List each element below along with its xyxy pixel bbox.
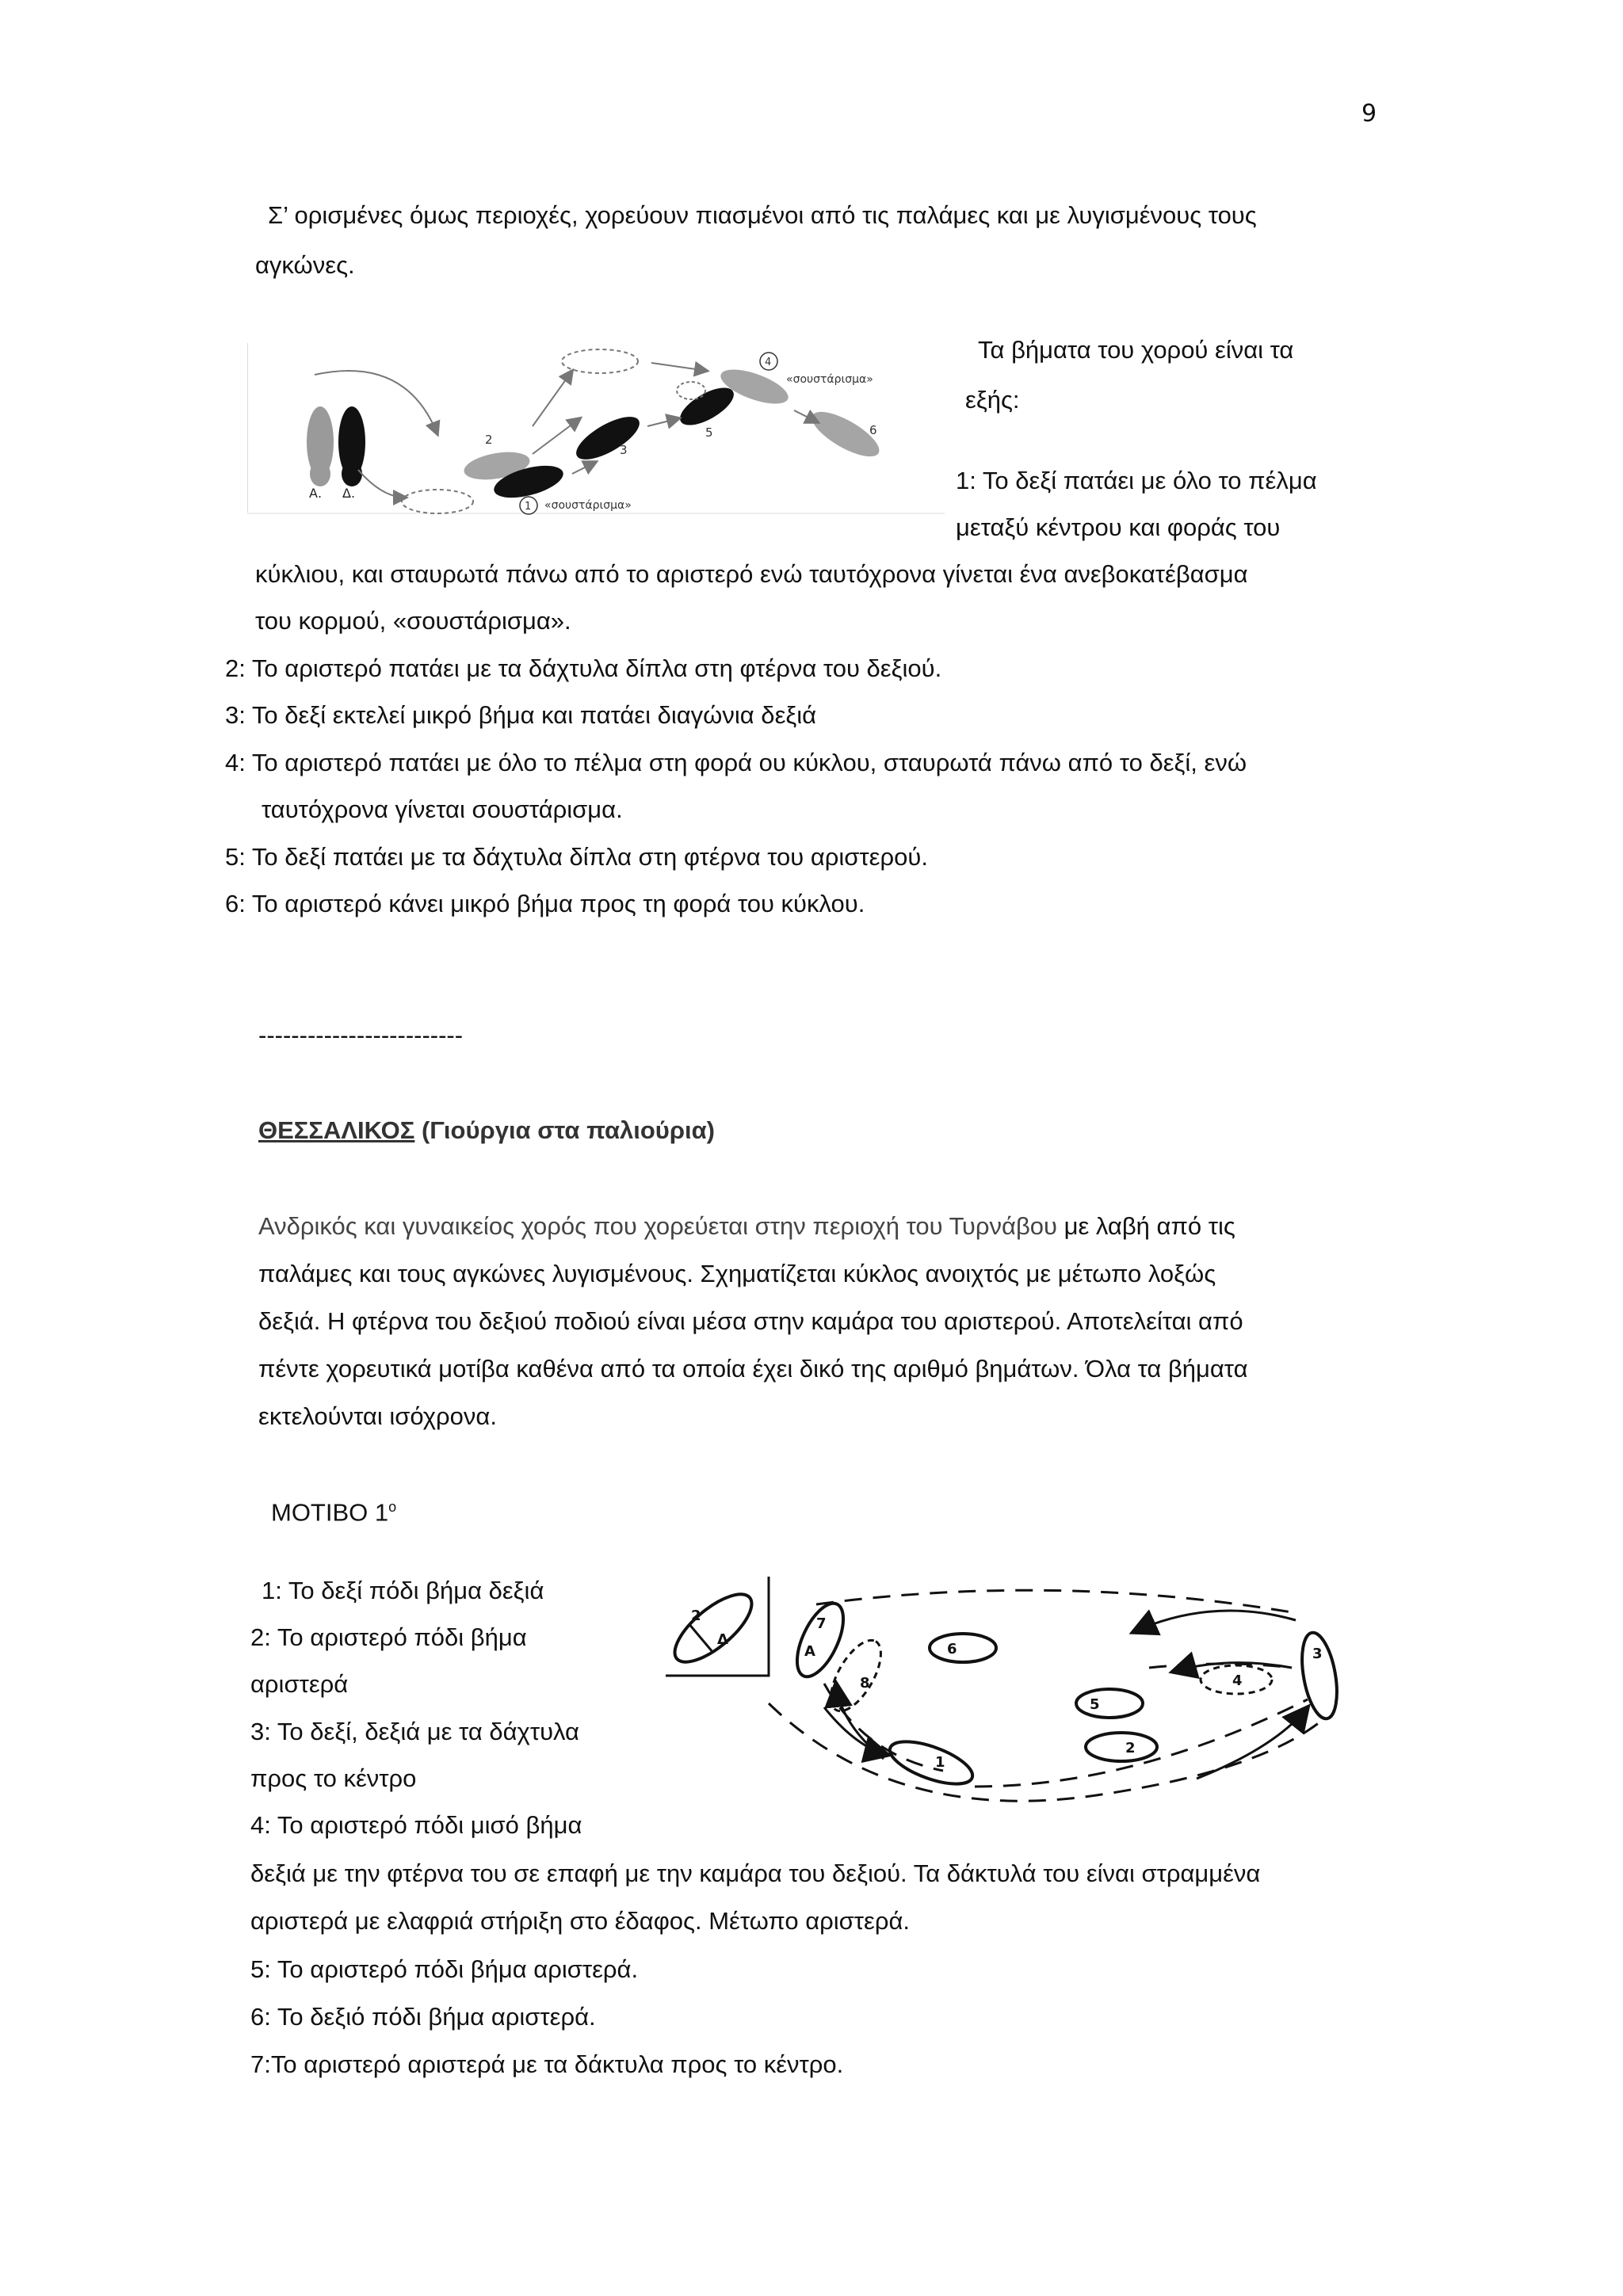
foot-5-icon [1076, 1689, 1143, 1718]
steps-intro-line-1: Τα βήματα του χορού είναι τα [978, 336, 1294, 364]
outline-foot-icon [402, 490, 473, 513]
motif-step-4-line-3: αριστερά με ελαφριά στήριξη στο έδαφος. Μέτωπο αριστερά. [250, 1907, 911, 1935]
desc-line-1b: με λαβή από τις [1056, 1212, 1235, 1240]
desc-line-3: δεξιά. Η φτέρνα του δεξιού ποδιού είναι μέσα στην καμάρα του αριστερού. Αποτελείται από [258, 1307, 1243, 1335]
step-1-line-2: μεταξύ κέντρου και φοράς του [956, 513, 1281, 541]
foot-3-icon [1296, 1630, 1342, 1721]
label-sous-1: «σουστάρισμα» [544, 499, 632, 512]
fig2-label-a1: Α [804, 1643, 815, 1660]
motif-step-1: 1: Το δεξί πόδι βήμα δεξιά [262, 1577, 544, 1604]
step-1-line-1: 1: Το δεξί πατάει με όλο το πέλμα [956, 467, 1317, 494]
page-number: 9 [1361, 100, 1377, 128]
foot-2-icon [1086, 1733, 1157, 1761]
dance-title: ΘΕΣΣΑΛΙΚΟΣ [258, 1116, 415, 1144]
label-n1: 1 [525, 501, 532, 513]
separator: ------------------------- [258, 1021, 464, 1049]
steps-intro-line-2: εξής: [965, 386, 1020, 414]
motif-step-4-line-1: 4: Το αριστερό πόδι μισό βήμα [250, 1811, 582, 1839]
fig2-label-n5: 5 [1090, 1696, 1100, 1713]
fig2-label-n8: 8 [860, 1675, 870, 1691]
fig2-label-n7: 7 [816, 1615, 827, 1632]
intro-line-2: αγκώνες. [255, 251, 355, 279]
footsteps-diagram-1 [247, 339, 960, 529]
label-left-foot: Α. [309, 486, 323, 501]
intro-line-1: Σ’ ορισμένες όμως περιοχές, χορεύουν πιασμένοι από τις παλάμες και με λυγισμένους τους [268, 201, 1257, 229]
fig2-label-n6: 6 [947, 1641, 957, 1657]
desc-line-4: πέντε χορευτικά μοτίβα καθένα από τα οποία έχει δικό της αριθμό βημάτων. Όλα τα βήματα [258, 1355, 1248, 1383]
step-3-foot-icon [571, 409, 646, 467]
label-sous-2: «σουστάρισμα» [786, 373, 873, 386]
fig2-label-n2: 2 [691, 1608, 701, 1624]
fig2-label-n3: 3 [1312, 1646, 1323, 1662]
label-n2: 2 [485, 433, 493, 447]
motif-title-text: ΜΟΤΙΒΟ 1 [271, 1498, 389, 1527]
desc-line-1 [258, 1211, 1235, 1242]
corner-foot-icon [665, 1583, 762, 1673]
desc-line-2: παλάμες και τους αγκώνες λυγισμένους. Σχηματίζεται κύκλος ανοιχτός με μέτωπο λοξώς [258, 1260, 1216, 1287]
step-6: 6: Το αριστερό κάνει μικρό βήμα προς τη φορά του κύκλου. [225, 890, 865, 917]
label-right-foot: Δ. [342, 486, 356, 501]
step-2: 2: Το αριστερό πατάει με τα δάχτυλα δίπλα στη φτέρνα του δεξιού. [225, 654, 942, 682]
step-3: 3: Το δεξί εκτελεί μικρό βήμα και πατάει διαγώνια δεξιά [225, 701, 817, 729]
motif-step-3-line-1: 3: Το δεξί, δεξιά με τα δάχτυλα [250, 1718, 579, 1745]
fig2-label-n4: 4 [1232, 1672, 1243, 1689]
step-4-line-2: ταυτόχρονα γίνεται σουστάρισμα. [262, 795, 623, 823]
label-n5: 5 [705, 425, 713, 440]
desc-line-5: εκτελούνται ισόχρονα. [258, 1402, 497, 1430]
fig2-label-n2b: 2 [1125, 1740, 1136, 1756]
motif-step-6: 6: Το δεξιό πόδι βήμα αριστερά. [250, 2003, 596, 2031]
label-n6: 6 [869, 423, 877, 437]
step-1-line-4: του κορμού, «σουστάρισμα». [255, 607, 571, 635]
fig2-label-d1: Δ [717, 1631, 728, 1648]
motif-step-5: 5: Το αριστερό πόδι βήμα αριστερά. [250, 1955, 639, 1983]
motif-title-sup: ο [388, 1499, 397, 1515]
motif-step-2-line-1: 2: Το αριστερό πόδι βήμα [250, 1623, 527, 1651]
desc-line-1a: Ανδρικός και γυναικείος χορός που χορεύεται στην περιοχή του Τυρνάβου [258, 1212, 1057, 1240]
step-1-line-3: κύκλιου, και σταυρωτά πάνω από το αριστερό ενώ ταυτόχρονα γίνεται ένα ανεβοκατέβασμα [255, 560, 1248, 588]
fig2-label-n1: 1 [935, 1754, 945, 1771]
step-5: 5: Το δεξί πατάει με τα δάχτυλα δίπλα στη φτέρνα του αριστερού. [225, 843, 928, 871]
label-n4: 4 [765, 357, 772, 368]
foot-6-icon [930, 1634, 996, 1662]
footsteps-diagram-2 [658, 1565, 1355, 1826]
motif-title [271, 1491, 396, 1528]
motif-step-7: 7:Το αριστερό αριστερά με τα δάκτυλα προς το κέντρο. [250, 2050, 844, 2078]
dance-heading [258, 1115, 715, 1146]
label-n3: 3 [620, 443, 628, 457]
motif-step-4-line-2: δεξιά με την φτέρνα του σε επαφή με την καμάρα του δεξιού. Τα δάκτυλά του είναι στραμμένα [250, 1859, 1261, 1887]
step-4-line-1: 4: Το αριστερό πατάει με όλο το πέλμα στη φορά ου κύκλου, σταυρωτά πάνω από το δεξί, ενώ [225, 749, 1247, 776]
step-5-foot-icon [674, 380, 739, 433]
foot-7-icon [788, 1596, 853, 1683]
motif-step-3-line-2: προς το κέντρο [250, 1764, 417, 1792]
dance-subtitle: (Γιούργια στα παλιούρια) [414, 1116, 716, 1144]
motif-step-2-line-2: αριστερά [250, 1670, 349, 1698]
